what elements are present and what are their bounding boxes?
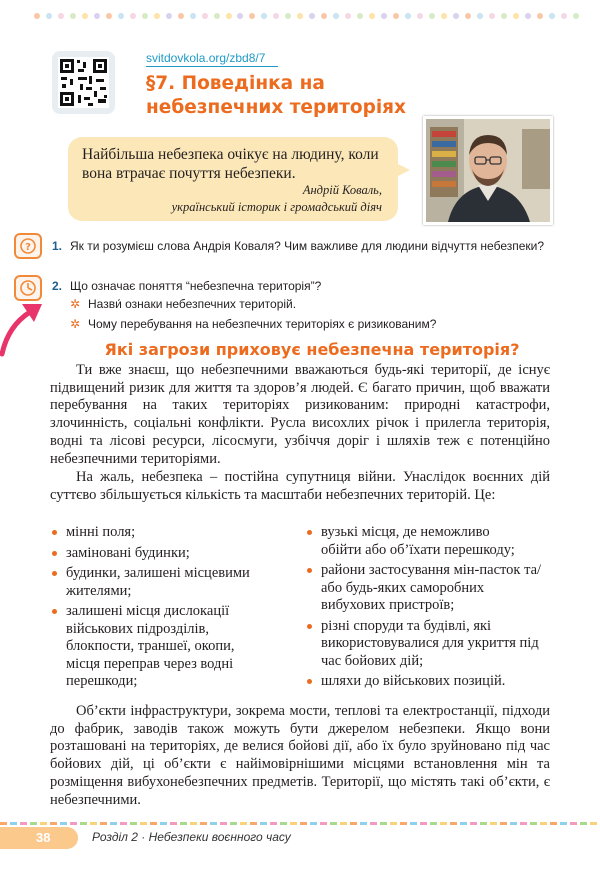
quote-text: Найбільша небезпека очікує на людину, коли вона втрачає почуття небезпеки. — [82, 146, 379, 182]
list-item: залишені місця дислокації військових підрозділів, блокпости, траншеї, окопи, місця переправ через водні перешкоди; — [52, 603, 292, 691]
footer-dash — [310, 822, 317, 825]
decorative-dot — [285, 13, 291, 19]
footer-dash — [260, 822, 267, 825]
footer-dash — [510, 822, 517, 825]
decorative-dot — [261, 13, 267, 19]
decorative-dot — [405, 13, 411, 19]
footer-dash — [540, 822, 547, 825]
decorative-dot — [202, 13, 208, 19]
decorative-dot — [561, 13, 567, 19]
footer-dash — [290, 822, 297, 825]
decorative-dot — [226, 13, 232, 19]
footer-dash — [200, 822, 207, 825]
decorative-dot — [321, 13, 327, 19]
footer-dash — [390, 822, 397, 825]
footer-dash — [340, 822, 347, 825]
footer-dash — [110, 822, 117, 825]
list-item: заміновані будинки; — [52, 545, 292, 563]
page-title: §7. Поведінка на небезпечних територіях — [146, 73, 406, 118]
bullet-sun-icon: ✲ — [70, 297, 81, 311]
decorative-dot — [309, 13, 315, 19]
footer-dash — [210, 822, 217, 825]
decorative-dot — [58, 13, 64, 19]
footer-dash — [490, 822, 497, 825]
paragraph-text: На жаль, небезпека – постійна супутниця війни. Унаслідок воєнних дій суттєво збільшується кількість та масштаби небезпечних територій. Це: — [50, 469, 550, 503]
question-number: 2. — [52, 279, 63, 293]
footer-dash — [0, 822, 7, 825]
footer-dash — [80, 822, 87, 825]
footer-dash — [270, 822, 277, 825]
decorative-dot — [417, 13, 423, 19]
list-item: будинки, залишені місцевими жителями; — [52, 565, 292, 600]
decorative-dot — [441, 13, 447, 19]
decorative-dot — [46, 13, 52, 19]
decorative-dot — [393, 13, 399, 19]
footer-dash — [170, 822, 177, 825]
decorative-dot — [513, 13, 519, 19]
decorative-dot — [118, 13, 124, 19]
list-item: вузькі місця, де неможливо обійти або об’їхати перешкоду; — [307, 524, 547, 559]
footer-divider — [0, 821, 600, 826]
footer-dash — [520, 822, 527, 825]
decorative-dot — [525, 13, 531, 19]
bullet-sun-icon: ✲ — [70, 317, 81, 331]
footer-dash — [470, 822, 477, 825]
footer-dash — [410, 822, 417, 825]
footer-dash — [360, 822, 367, 825]
footer-dash — [380, 822, 387, 825]
footer-dash — [180, 822, 187, 825]
footer-dash — [160, 822, 167, 825]
decorative-dot — [214, 13, 220, 19]
decorative-dot — [333, 13, 339, 19]
pointer-arrow-icon — [0, 296, 50, 358]
list-left — [52, 524, 292, 694]
footer-dash — [120, 822, 127, 825]
decorative-dot — [94, 13, 100, 19]
footer-dash — [590, 822, 597, 825]
decorative-dots — [34, 13, 579, 21]
footer-dash — [350, 822, 357, 825]
footer-dash — [30, 822, 37, 825]
subquestion-text: Назви́ ознаки небезпечних територій. — [88, 297, 297, 311]
footer-dash — [40, 822, 47, 825]
chapter-label: Розділ 2 · Небезпеки воєнного часу — [92, 830, 291, 844]
decorative-dot — [154, 13, 160, 19]
decorative-dot — [549, 13, 555, 19]
decorative-dot — [453, 13, 459, 19]
footer-dash — [50, 822, 57, 825]
decorative-dot — [166, 13, 172, 19]
decorative-dot — [82, 13, 88, 19]
decorative-dot — [429, 13, 435, 19]
section-heading: Які загрози приховує небезпечна територія? — [104, 340, 520, 359]
footer-dash — [130, 822, 137, 825]
quote-author — [130, 182, 382, 216]
footer-dash — [70, 822, 77, 825]
footer-dash — [420, 822, 427, 825]
footer-dash — [430, 822, 437, 825]
question-number: 1. — [52, 239, 63, 253]
decorative-dot — [297, 13, 303, 19]
footer-dash — [60, 822, 67, 825]
decorative-dot — [106, 13, 112, 19]
decorative-dot — [501, 13, 507, 19]
question-text: Як ти розумієш слова Андрія Коваля? Чим важливе для людини відчуття небезпеки? — [70, 239, 545, 253]
decorative-dot — [249, 13, 255, 19]
subquestion-text: Чому перебування на небезпечних територіях є ризикованим? — [88, 317, 437, 331]
footer-dash — [150, 822, 157, 825]
quote-author-desc: український історик і громадський діяч — [171, 200, 382, 214]
list-item: мінні поля; — [52, 524, 292, 542]
list-item: райони застосування мін-пасток та/або будь-яких саморобних вибухових пристроїв; — [307, 562, 547, 615]
footer-dash — [230, 822, 237, 825]
decorative-dot — [465, 13, 471, 19]
paragraph — [50, 469, 550, 504]
decorative-dot — [273, 13, 279, 19]
qr-code[interactable] — [52, 51, 115, 114]
decorative-dot — [357, 13, 363, 19]
footer-dash — [400, 822, 407, 825]
decorative-dot — [537, 13, 543, 19]
question-text: Що означає поняття “небезпечна територія”? — [70, 279, 322, 293]
footer-dash — [450, 822, 457, 825]
list-item: різні споруди та будівлі, які використовувалися для укриття під час бойових дій; — [307, 618, 547, 671]
footer-dash — [530, 822, 537, 825]
paragraph — [50, 703, 550, 809]
footer-dash — [90, 822, 97, 825]
decorative-dot — [70, 13, 76, 19]
footer-dash — [370, 822, 377, 825]
footer-dash — [550, 822, 557, 825]
decorative-dot — [489, 13, 495, 19]
footer-dash — [320, 822, 327, 825]
footer-dash — [190, 822, 197, 825]
decorative-dot — [142, 13, 148, 19]
decorative-dot — [369, 13, 375, 19]
footer-dash — [560, 822, 567, 825]
footer-dash — [500, 822, 507, 825]
footer-dash — [480, 822, 487, 825]
footer-dash — [300, 822, 307, 825]
footer-dash — [20, 822, 27, 825]
footer-dash — [580, 822, 587, 825]
quote-author-name: Андрій Коваль, — [302, 183, 382, 197]
page-number: 38 — [36, 830, 51, 845]
list-item: шляхи до військових позицій. — [307, 673, 547, 691]
footer-dash — [100, 822, 107, 825]
decorative-dot — [34, 13, 40, 19]
footer-dash — [240, 822, 247, 825]
decorative-dot — [477, 13, 483, 19]
decorative-dot — [345, 13, 351, 19]
footer-dash — [10, 822, 17, 825]
paragraph — [50, 362, 550, 468]
footer-dash — [460, 822, 467, 825]
list-right — [307, 524, 547, 694]
paragraph-text: Ти вже знаєш, що небезпечними вважаються будь-які території, де існує підвищений ризик для життя та здоров’я людей. Є багато причин, щоб вважати перебування на таких територіях ризикованим: природні катастрофи, злочинність, соціальні конфлікти. Русла висохлих річок і прилегла територія, водні та лісові ресурси, лісосмуги, узбіччя доріг і шляхів теж є потенційно небезпечними територіями. — [50, 362, 550, 467]
footer-dash — [220, 822, 227, 825]
link-underline — [146, 66, 278, 67]
author-photo — [423, 116, 553, 225]
decorative-dot — [190, 13, 196, 19]
footer-dash — [250, 822, 257, 825]
page-number-badge — [0, 827, 78, 849]
footer-dash — [330, 822, 337, 825]
paragraph-text: Об’єкти інфраструктури, зокрема мости, теплові та електростанції, підходи до фабрик, заводів також можуть бути джерелом небезпеки. Якщо вони розташовані на територіях, де велися бойові дії, або їх було зруйновано під час бойових дій, ці об’єкти є найімовірнішими місцями встановлення мін та розміщення вибухонебезпечних предметів. Території, що містять такі об’єкти, є небезпечними. — [50, 703, 550, 808]
decorative-dot — [381, 13, 387, 19]
decorative-dot — [573, 13, 579, 19]
decorative-dot — [130, 13, 136, 19]
svg-text:?: ? — [25, 242, 31, 253]
resource-link[interactable]: svitdovkola.org/zbd8/7 — [146, 51, 266, 65]
footer-dash — [570, 822, 577, 825]
decorative-dot — [237, 13, 243, 19]
quote-tail — [390, 160, 410, 180]
footer-dash — [440, 822, 447, 825]
footer-dash — [280, 822, 287, 825]
decorative-dot — [178, 13, 184, 19]
footer-dash — [140, 822, 147, 825]
question-icon — [14, 233, 42, 259]
